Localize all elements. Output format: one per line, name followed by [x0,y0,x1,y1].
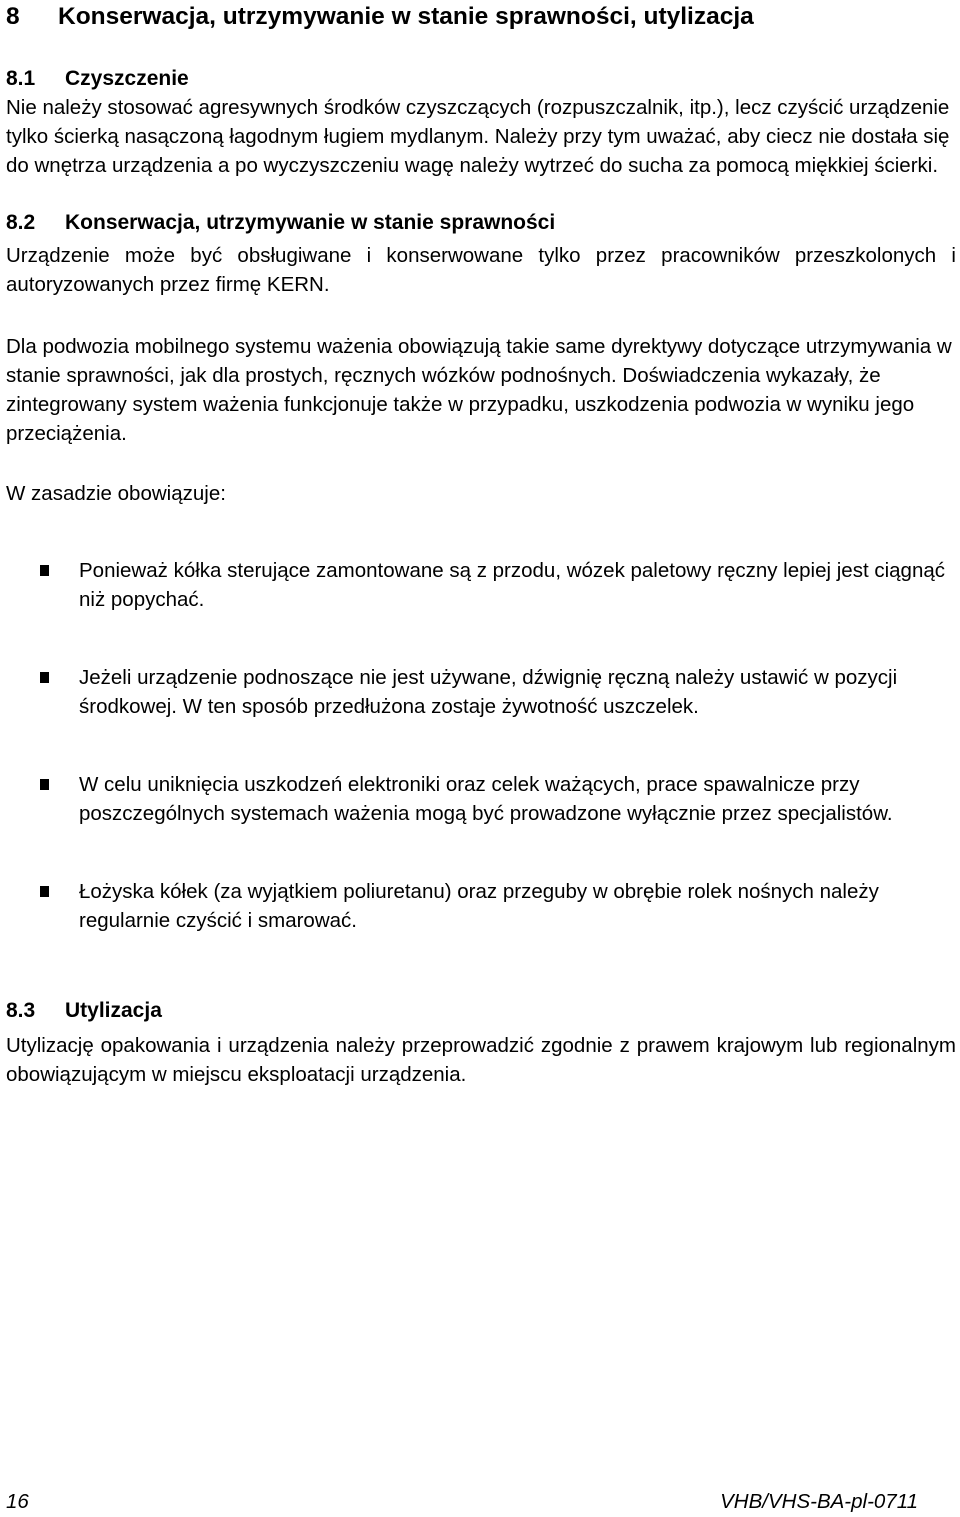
page-footer [6,1489,918,1515]
mobile-chassis-paragraph: Dla podwozia mobilnego systemu ważenia obowiązują takie same dyrektywy dotyczące utrzymywania w stanie sprawności, jak dla prostych, ręcznych wózków podnośnych. Doświadczenia wykazały, że zintegrowany system ważenia funkcjonuje także w przypadku, uszkodzenia podwozia w wyniku jego przeciążenia. [6,335,952,445]
disposal-paragraph: Utylizację opakowania i urządzenia należy przeprowadzić zgodnie z prawem krajowym lub regionalnym obowiązującym w miejscu eksploatacji urządzenia. [6,1034,956,1086]
square-bullet-icon [40,886,49,897]
section-title: Utylizacja [65,999,162,1022]
principle-intro: W zasadzie obowiązuje: [6,482,226,505]
list-item-text: Jeżeli urządzenie podnoszące nie jest używane, dźwignię ręczną należy ustawić w pozycji środkowej. W ten sposób przedłużona zostaje żywotność uszczelek. [79,666,898,718]
list-item-text: Łożyska kółek (za wyjątkiem poliuretanu) oraz przeguby w obrębie rolek nośnych należy regularnie czyścić i smarować. [79,880,879,932]
section-heading-8-2 [6,209,956,237]
page-number: 16 [6,1490,29,1513]
section-title: Konserwacja, utrzymywanie w stanie sprawności [65,211,556,234]
maintenance-rules-list [6,556,956,935]
list-item-text: Ponieważ kółka sterujące zamontowane są z przodu, wózek paletowy ręczny lepiej jest ciągnąć niż popychać. [79,559,946,611]
list-item [6,663,956,721]
square-bullet-icon [40,672,49,683]
document-code: VHB/VHS-BA-pl-0711 [720,1490,918,1513]
chapter-number: 8 [6,3,20,30]
chapter-heading [6,0,956,32]
square-bullet-icon [40,779,49,790]
chapter-title: Konserwacja, utrzymywanie w stanie sprawności, utylizacja [58,3,754,30]
maintenance-paragraph: Urządzenie może być obsługiwane i konserwowane tylko przez pracowników przeszkolonych i autoryzowanych przez firmę KERN. [6,244,956,296]
cleaning-paragraph: Nie należy stosować agresywnych środków czyszczących (rozpuszczalnik, itp.), lecz czyścić urządzenie tylko ścierką nasączoną łagodnym ługiem mydlanym. Należy przy tym uważać, aby ciecz nie dostała się do wnętrza urządzenia a po wyczyszczeniu wagę należy wytrzeć do sucha za pomocą miękkiej ścierki. [6,96,950,177]
document-page [6,0,956,1089]
list-item [6,770,956,828]
list-item [6,556,956,614]
list-item-text: W celu uniknięcia uszkodzeń elektroniki oraz celek ważących, prace spawalnicze przy poszczególnych systemach ważenia mogą być prowadzone wyłącznie przez specjalistów. [79,773,893,825]
section-number: 8.1 [6,67,36,90]
section-number: 8.2 [6,211,36,234]
section-heading-8-1 [6,65,956,93]
square-bullet-icon [40,565,49,576]
section-heading-8-3 [6,997,956,1025]
section-title: Czyszczenie [65,67,189,90]
list-item [6,877,956,935]
section-number: 8.3 [6,999,36,1022]
